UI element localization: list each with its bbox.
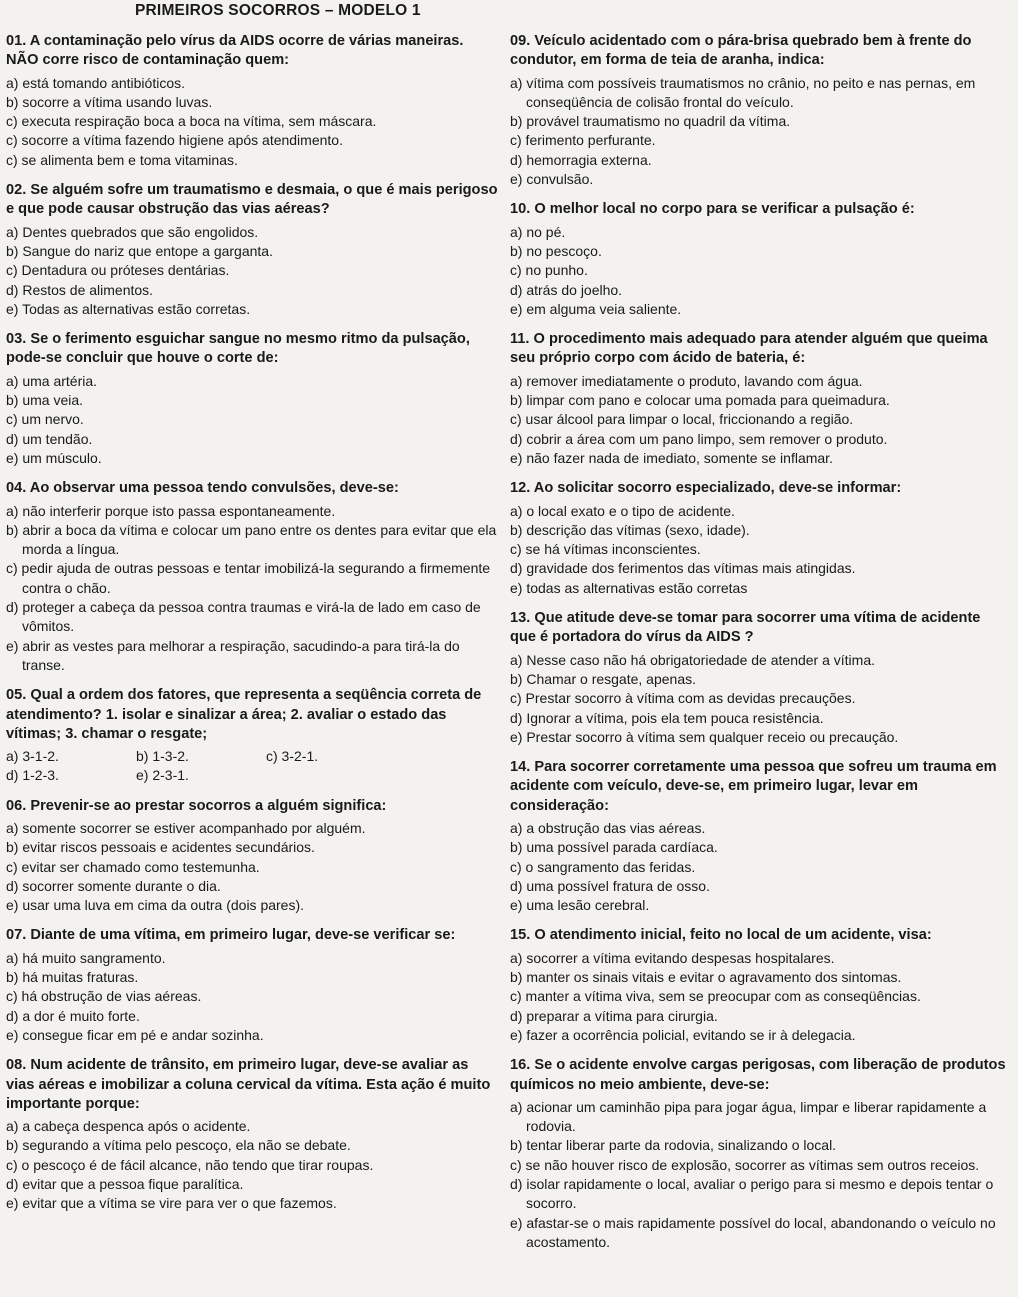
question-block (6, 181, 498, 319)
question-block (510, 609, 1010, 747)
answer-option: b) socorre a vítima usando luvas. (6, 93, 213, 110)
question-block (6, 686, 498, 785)
question-text: 03. Se o ferimento esguichar sangue no mesmo ritmo da pulsação, pode-se concluir que houve o corte de: (6, 331, 470, 367)
question-block (510, 926, 1010, 1045)
answer-option: e) em alguma veia saliente. (510, 300, 682, 317)
answer-option: e) uma lesão cerebral. (510, 897, 650, 914)
question-block (6, 926, 498, 1045)
answer-option: c) se alimenta bem e toma vitaminas. (6, 151, 238, 168)
question-block (510, 200, 1010, 319)
question-text: 08. Num acidente de trânsito, em primeiro lugar, deve-se avaliar as vias aéreas e imobilizar a coluna cervical da vítima. Esta ação é muito importante porque: (6, 1057, 491, 1112)
answer-option-row (6, 766, 498, 785)
answer-option: b) 1-3-2. (136, 748, 189, 765)
answer-option: b) tentar liberar parte da rodovia, sinalizando o local. (510, 1137, 837, 1154)
answer-option: c) 3-2-1. (266, 748, 319, 765)
answer-option: b) uma veia. (6, 392, 84, 409)
question-text: 06. Prevenir-se ao prestar socorros a alguém significa: (6, 797, 387, 814)
answer-option (266, 766, 396, 785)
answer-option: c) Prestar socorro à vítima com as devidas precauções. (510, 690, 856, 707)
question-text: 15. O atendimento inicial, feito no local de um acidente, visa: (510, 927, 932, 944)
answer-option: d) hemorragia externa. (510, 151, 652, 168)
answer-option: c) o pescoço é de fácil alcance, não tendo que tirar roupas. (6, 1156, 374, 1173)
answer-option: a) Dentes quebrados que são engolidos. (6, 223, 259, 240)
question-block (510, 330, 1010, 468)
answer-option: a) não interferir porque isto passa espontaneamente. (6, 502, 336, 519)
answer-option: b) descrição das vítimas (sexo, idade). (510, 521, 750, 538)
answer-option: e) 2-3-1. (136, 767, 189, 784)
answer-option: e) usar uma luva em cima da outra (dois pares). (6, 897, 305, 914)
question-block (510, 479, 1010, 598)
question-block (510, 32, 1010, 189)
answer-option: b) provável traumatismo no quadril da vítima. (510, 113, 791, 130)
answer-option: e) afastar-se o mais rapidamente possível do local, abandonando o veículo no acostamento. (510, 1214, 996, 1250)
answer-option: a) vítima com possíveis traumatismos no crânio, no peito e nas pernas, em conseqüência de colisão frontal do veículo. (510, 74, 976, 110)
answer-option: a) a cabeça despenca após o acidente. (6, 1118, 251, 1135)
answer-option: c) o sangramento das feridas. (510, 858, 696, 875)
question-text: 12. Ao solicitar socorro especializado, deve-se informar: (510, 480, 902, 497)
answer-option: b) evitar riscos pessoais e acidentes secundários. (6, 839, 315, 856)
answer-option: d) a dor é muito forte. (6, 1007, 140, 1024)
answer-option: e) Prestar socorro à vítima sem qualquer receio ou precaução. (510, 728, 899, 745)
answer-option: c) se não houver risco de explosão, socorrer as vítimas sem outros receios. (510, 1156, 980, 1173)
answer-option: b) manter os sinais vitais e evitar o agravamento dos sintomas. (510, 969, 902, 986)
answer-option: b) abrir a boca da vítima e colocar um pano entre os dentes para evitar que ela morda a língua. (6, 521, 497, 558)
question-text: 04. Ao observar uma pessoa tendo convulsões, deve-se: (6, 480, 399, 497)
answer-option: a) há muito sangramento. (6, 949, 166, 966)
answer-option: d) Restos de alimentos. (6, 281, 154, 298)
answer-option: c) manter a vítima viva, sem se preocupar com as conseqüências. (510, 988, 921, 1005)
question-text: 07. Diante de uma vítima, em primeiro lugar, deve-se verificar se: (6, 927, 456, 944)
answer-option: e) um músculo. (6, 449, 102, 466)
answer-option: b) no pescoço. (510, 242, 602, 259)
answer-option: e) não fazer nada de imediato, somente se inflamar. (510, 449, 833, 466)
answer-option: e) Todas as alternativas estão corretas. (6, 300, 251, 317)
question-text: 13. Que atitude deve-se tomar para socorrer uma vítima de acidente que é portadora do vírus da AIDS ? (510, 610, 981, 646)
answer-option: a) uma artéria. (6, 372, 98, 389)
answer-option: e) todas as alternativas estão corretas (510, 579, 748, 596)
page-title: PRIMEIROS SOCORROS – MODELO 1 (135, 2, 421, 19)
question-text: 02. Se alguém sofre um traumatismo e desmaia, o que é mais perigoso e que pode causar obstrução das vias aéreas? (6, 182, 498, 218)
answer-option: c) há obstrução de vias aéreas. (6, 988, 202, 1005)
answer-option: a) no pé. (510, 223, 566, 240)
answer-option: a) está tomando antibióticos. (6, 74, 185, 91)
answer-option: c) socorre a vítima fazendo higiene após atendimento. (6, 132, 343, 149)
answer-option: d) um tendão. (6, 430, 93, 447)
answer-option: e) fazer a ocorrência policial, evitando se ir à delegacia. (510, 1026, 856, 1043)
question-block (6, 797, 498, 916)
answer-option: a) somente socorrer se estiver acompanhado por alguém. (6, 819, 366, 836)
answer-option: d) cobrir a área com um pano limpo, sem remover o produto. (510, 430, 888, 447)
question-block (6, 1056, 498, 1213)
answer-option: d) proteger a cabeça da pessoa contra traumas e virá-la de lado em caso de vômitos. (6, 599, 481, 635)
answer-option: e) evitar que a vítima se vire para ver o que fazemos. (6, 1195, 337, 1212)
right-column (510, 32, 1010, 1263)
question-text: 09. Veículo acidentado com o pára-brisa quebrado bem à frente do condutor, em forma de teia de aranha, indica: (510, 33, 972, 69)
question-text: 14. Para socorrer corretamente uma pessoa que sofreu um trauma em acidente com veículo, deve-se, em primeiro lugar, levar em consideração: (510, 759, 997, 814)
answer-option: d) 1-2-3. (6, 767, 59, 784)
question-text: 01. A contaminação pelo vírus da AIDS ocorre de várias maneiras. NÃO corre risco de contaminação quem: (6, 33, 464, 69)
answer-option: a) socorrer a vítima evitando despesas hospitalares. (510, 949, 835, 966)
question-block (510, 758, 1010, 915)
answer-option: e) abrir as vestes para melhorar a respiração, sacudindo-a para tirá-la do transe. (6, 637, 460, 673)
answer-option: c) Dentadura ou próteses dentárias. (6, 262, 230, 279)
question-text: 05. Qual a ordem dos fatores, que representa a seqüência correta de atendimento? 1. isolar e sinalizar a área; 2. avaliar o estado das vítimas; 3. chamar o resgate; (6, 687, 482, 742)
answer-option: b) Chamar o resgate, apenas. (510, 670, 696, 687)
question-block (6, 32, 498, 170)
answer-option: c) usar álcool para limpar o local, friccionando a região. (510, 411, 854, 428)
answer-option: c) ferimento perfurante. (510, 132, 656, 149)
answer-option: a) remover imediatamente o produto, lavando com água. (510, 372, 863, 389)
answer-option: c) um nervo. (6, 411, 84, 428)
answer-option: d) Ignorar a vítima, pois ela tem pouca resistência. (510, 709, 824, 726)
answer-option: a) Nesse caso não há obrigatoriedade de atender a vítima. (510, 651, 876, 668)
answer-option: b) segurando a vítima pelo pescoço, ela não se debate. (6, 1137, 351, 1154)
answer-option: c) executa respiração boca a boca na vítima, sem máscara. (6, 113, 377, 130)
answer-option: d) socorrer somente durante o dia. (6, 877, 221, 894)
answer-option: b) limpar com pano e colocar uma pomada para queimadura. (510, 392, 890, 409)
answer-option-row (6, 747, 498, 766)
question-text: 10. O melhor local no corpo para se verificar a pulsação é: (510, 201, 915, 218)
question-block (6, 330, 498, 468)
answer-option: a) 3-1-2. (6, 748, 59, 765)
answer-option: b) há muitas fraturas. (6, 969, 139, 986)
question-block (510, 1056, 1010, 1252)
answer-option: e) convulsão. (510, 171, 594, 188)
answer-option: d) evitar que a pessoa fique paralítica. (6, 1176, 244, 1193)
left-column (6, 32, 498, 1225)
answer-option: c) pedir ajuda de outras pessoas e tentar imobilizá-la segurando a firmemente contra o chão. (6, 560, 491, 596)
answer-option: a) acionar um caminhão pipa para jogar água, limpar e liberar rapidamente a rodovia. (510, 1098, 987, 1135)
answer-option: a) o local exato e o tipo de acidente. (510, 502, 735, 519)
answer-option: c) evitar ser chamado como testemunha. (6, 858, 260, 875)
answer-option: d) isolar rapidamente o local, avaliar o perigo para si mesmo e depois tentar o socorro. (510, 1176, 994, 1212)
answer-option: c) se há vítimas inconscientes. (510, 541, 701, 558)
answer-option: d) preparar a vítima para cirurgia. (510, 1007, 718, 1024)
question-block (6, 479, 498, 675)
answer-option: b) Sangue do nariz que entope a garganta. (6, 242, 273, 259)
answer-option: a) a obstrução das vias aéreas. (510, 819, 706, 836)
answer-option: d) gravidade dos ferimentos das vítimas mais atingidas. (510, 560, 856, 577)
answer-option: d) atrás do joelho. (510, 281, 623, 298)
answer-option: d) uma possível fratura de osso. (510, 877, 710, 894)
answer-option: e) consegue ficar em pé e andar sozinha. (6, 1026, 264, 1043)
question-text: 16. Se o acidente envolve cargas perigosas, com liberação de produtos químicos no meio ambiente, deve-se: (510, 1057, 1006, 1093)
answer-option: c) no punho. (510, 262, 588, 279)
question-text: 11. O procedimento mais adequado para atender alguém que queima seu próprio corpo com ácido de bateria, é: (510, 331, 988, 367)
answer-option: b) uma possível parada cardíaca. (510, 839, 718, 856)
